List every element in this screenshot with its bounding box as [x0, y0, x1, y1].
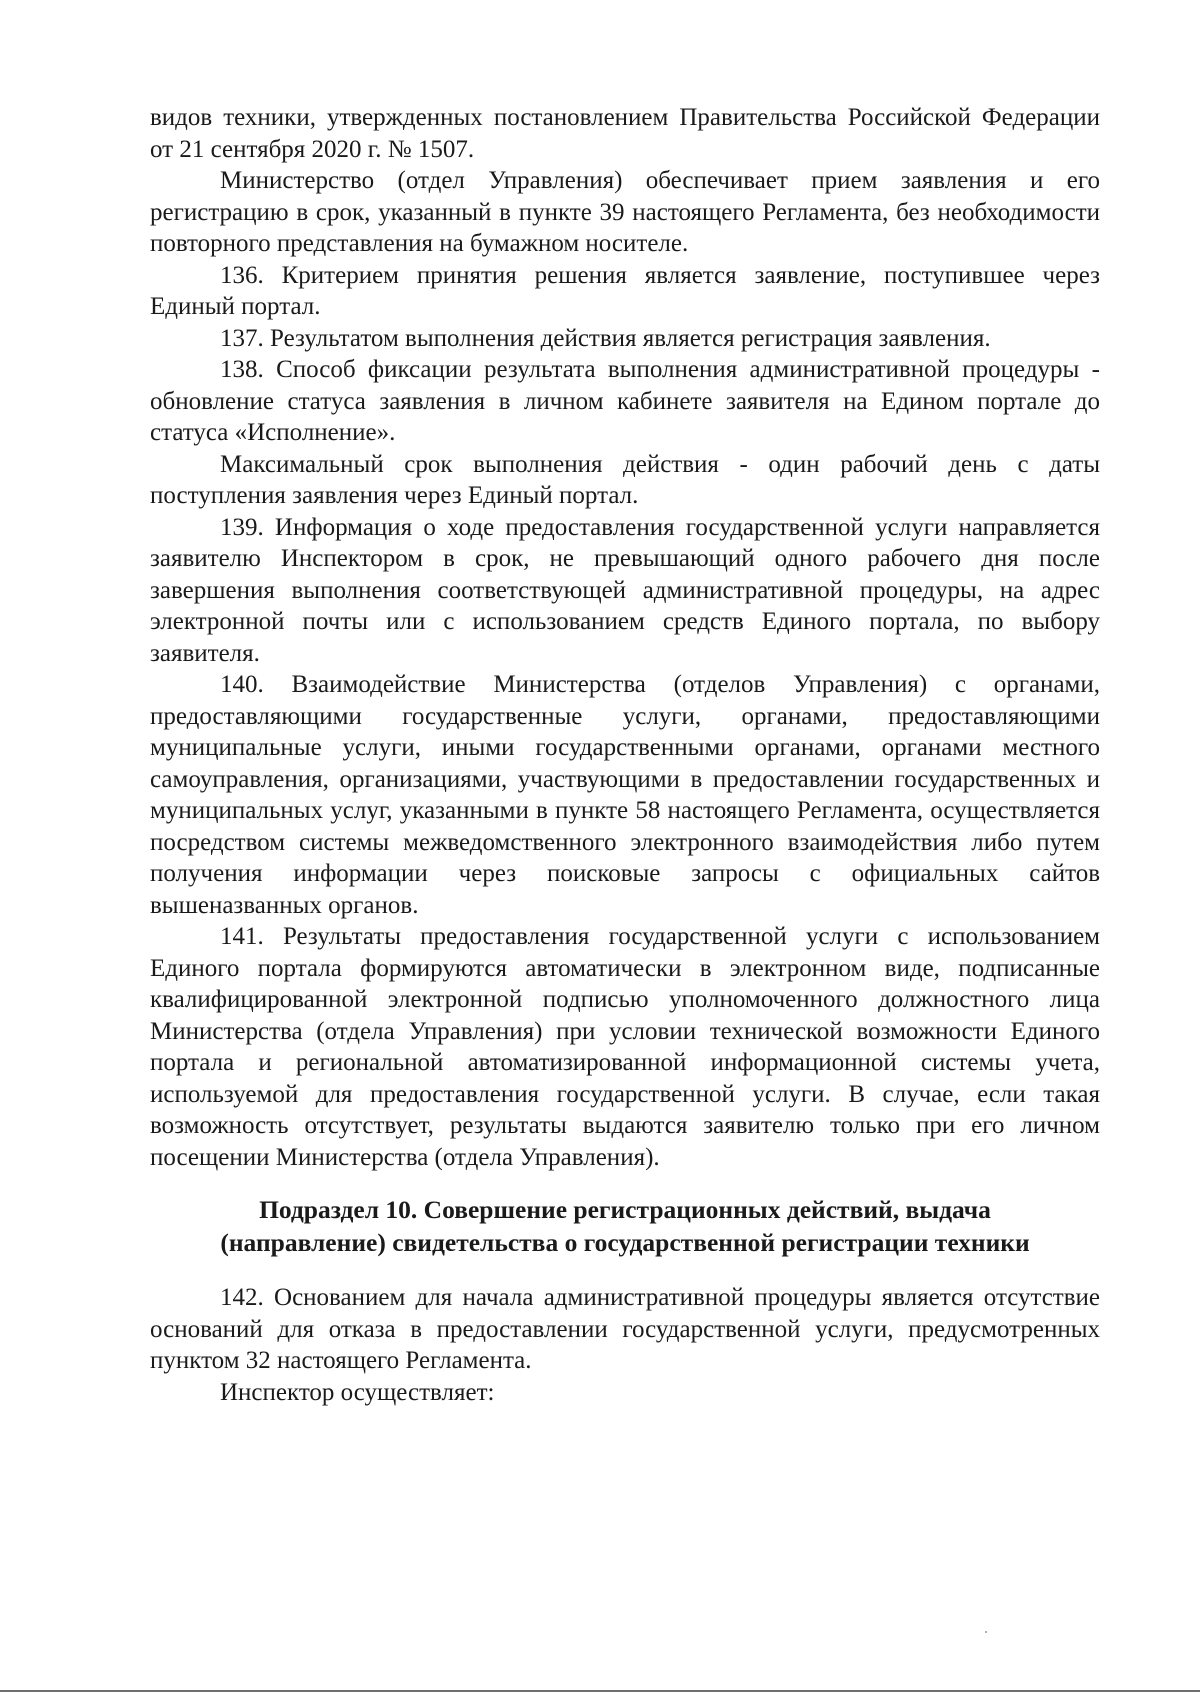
paragraph-138: 138. Способ фиксации результата выполнения административной процедуры - обновление статуса заявления в личном кабинете заявителя на Едином портале до статуса «Исполнение». — [150, 356, 1100, 446]
bottom-scan-edge — [0, 1690, 1200, 1692]
paragraph-139: 139. Информация о ходе предоставления государственной услуги направляется заявителю Инспектором в срок, не превышающий одного рабочего дня после завершения выполнения соответствующей административной процедуры, на адрес электронной почты или с использованием средств Единого портала, по выбору заявителя. — [150, 513, 1100, 667]
paragraph-137: 137. Результатом выполнения действия является регистрация заявления. — [220, 324, 991, 352]
paragraph-max-term: Максимальный срок выполнения действия - один рабочий день с даты поступления заявления через Единый портал. — [150, 450, 1100, 509]
document-body — [150, 102, 1100, 1408]
paragraph-inspector: Инспектор осуществляет: — [220, 1378, 495, 1406]
paragraph-0: видов техники, утвержденных постановлением Правительства Российской Федерации от 21 сентября 2020 г. № 1507. — [150, 104, 1100, 163]
section-heading-line-1: Подраздел 10. Совершение регистрационных действий, выдача — [259, 1195, 991, 1224]
paragraph-136: 136. Критерием принятия решения является заявление, поступившее через Единый портал. — [150, 261, 1100, 320]
paragraph-142: 142. Основанием для начала административной процедуры является отсутствие оснований для отказа в предоставлении государственной услуги, предусмотренных пунктом 32 настоящего Регламента. — [150, 1284, 1100, 1374]
paragraph-141: 141. Результаты предоставления государственной услуги с использованием Единого портала формируются автоматически в электронном виде, подписанные квалифицированной электронной подписью уполномоченного должностного лица Министерства (отдела Управления) при условии технической возможности Единого портала и региональной автоматизированной информационной системы учета, используемой для предоставления государственной услуги. В случае, если такая возможность отсутствует, результаты выдаются заявителю только при его личном посещении Министерства (отдела Управления). — [150, 923, 1100, 1171]
scan-speck — [985, 1631, 987, 1633]
paragraph-140: 140. Взаимодействие Министерства (отделов Управления) с органами, предоставляющими государственные услуги, органами, предоставляющими муниципальные услуги, иными государственными органами, органами местного самоуправления, организациями, участвующими в предоставлении государственных и муниципальных услуг, указанными в пункте 58 настоящего Регламента, осуществляется посредством системы межведомственного электронного взаимодействия либо путем получения информации через поисковые запросы с официальных сайтов вышеназванных органов. — [150, 671, 1100, 919]
section-heading-line-2: (направление) свидетельства о государственной регистрации техники — [220, 1228, 1030, 1257]
section-heading — [150, 1193, 1100, 1259]
paragraph-1: Министерство (отдел Управления) обеспечивает прием заявления и его регистрацию в срок, указанный в пункте 39 настоящего Регламента, без необходимости повторного представления на бумажном носителе. — [150, 167, 1100, 257]
